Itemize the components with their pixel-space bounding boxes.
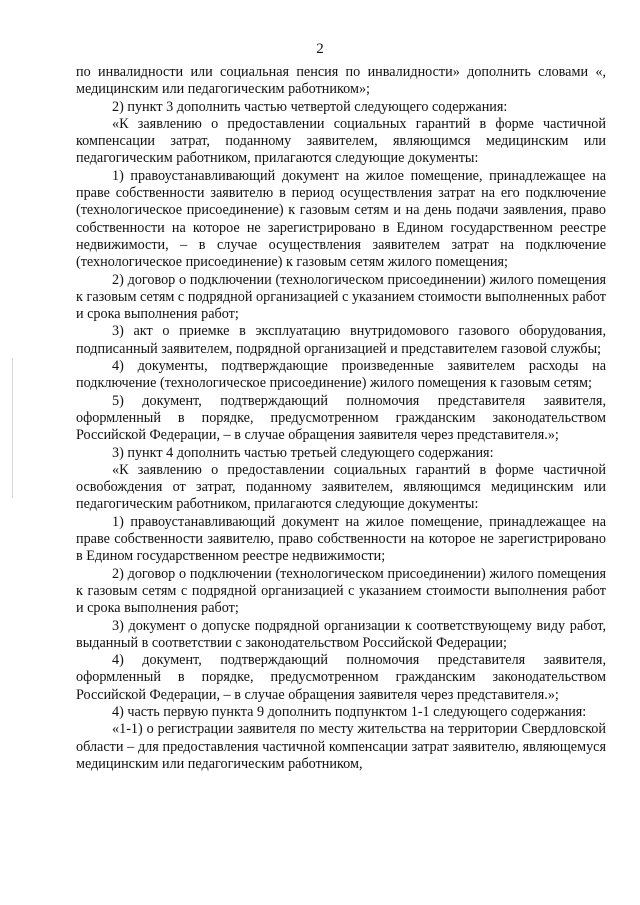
list-item: 4) документы, подтверждающие произведенные заявителем расходы на подключение (технологическое присоединение) жилого помещения к газовым сетям; <box>76 358 606 392</box>
list-item: 1) правоустанавливающий документ на жилое помещение, принадлежащее на праве собственности заявителю, право собственности на которое не зарегистрировано в Едином государственном реестре недвижимости; <box>76 513 606 565</box>
paragraph: 4) часть первую пункта 9 дополнить подпунктом 1-1 следующего содержания: <box>112 703 587 720</box>
paragraph: 2) пункт 3 дополнить частью четвертой следующего содержания: <box>112 98 508 115</box>
list-item: 3) документ о допуске подрядной организации к соответствующему виду работ, выданный в соответствии с законодательством Российской Федерации; <box>76 617 606 651</box>
list-item: 5) документ, подтверждающий полномочия представителя заявителя, оформленный в порядке, предусмотренном гражданским законодательством Российской Федерации, – в случае обращения заявителя через представителя.»; <box>76 392 606 444</box>
paragraph: 3) пункт 4 дополнить частью третьей следующего содержания: <box>112 444 494 461</box>
paragraph: «К заявлению о предоставлении социальных гарантий в форме частичной компенсации затрат, поданному заявителем, являющимся медицинским или педагогическим работником, прилагаются следующие документы: <box>76 115 606 167</box>
paragraph: по инвалидности или социальная пенсия по инвалидности» дополнить словами «, медицинским или педагогическим работником»; <box>76 64 606 98</box>
list-item: 4) документ, подтверждающий полномочия представителя заявителя, оформленный в порядке, предусмотренном гражданским законодательством Российской Федерации, – в случае обращения заявителя через представителя.»; <box>76 652 606 703</box>
margin-mark <box>12 358 13 498</box>
paragraph: «1-1) о регистрации заявителя по месту жительства на территории Свердловской области – для предоставления частичной компенсации затрат заявителю, являющемуся медицинским или педагогическим работником, <box>76 721 606 772</box>
page-number: 2 <box>316 41 324 57</box>
document-body <box>76 64 606 773</box>
list-item: 3) акт о приемке в эксплуатацию внутридомового газового оборудования, подписанный заявителем, подрядной организацией и представителем газовой службы; <box>76 323 606 357</box>
list-item: 2) договор о подключении (технологическом присоединении) жилого помещения к газовым сетям с подрядной организацией с указанием стоимости выполненных работ и срока выполнения работ; <box>76 271 606 323</box>
paragraph: «К заявлению о предоставлении социальных гарантий в форме частичной освобождения от затрат, поданному заявителем, являющимся медицинским или педагогическим работником, прилагаются следующие документы: <box>76 461 606 513</box>
list-item: 1) правоустанавливающий документ на жилое помещение, принадлежащее на праве собственности заявителю в период осуществления затрат на его подключение (технологическое присоединение) к газовым сетям и на день подачи заявления, право собственности на которое не зарегистрировано в Едином государственном реестре недвижимости, – в случае осуществления заявителем затрат на подключение (технологическое присоединение) к газовым сетям жилого помещения; <box>76 167 606 271</box>
list-item: 2) договор о подключении (технологическом присоединении) жилого помещения к газовым сетям с подрядной организацией с указанием стоимости выполнения работ и срока выполнения работ; <box>76 565 606 617</box>
